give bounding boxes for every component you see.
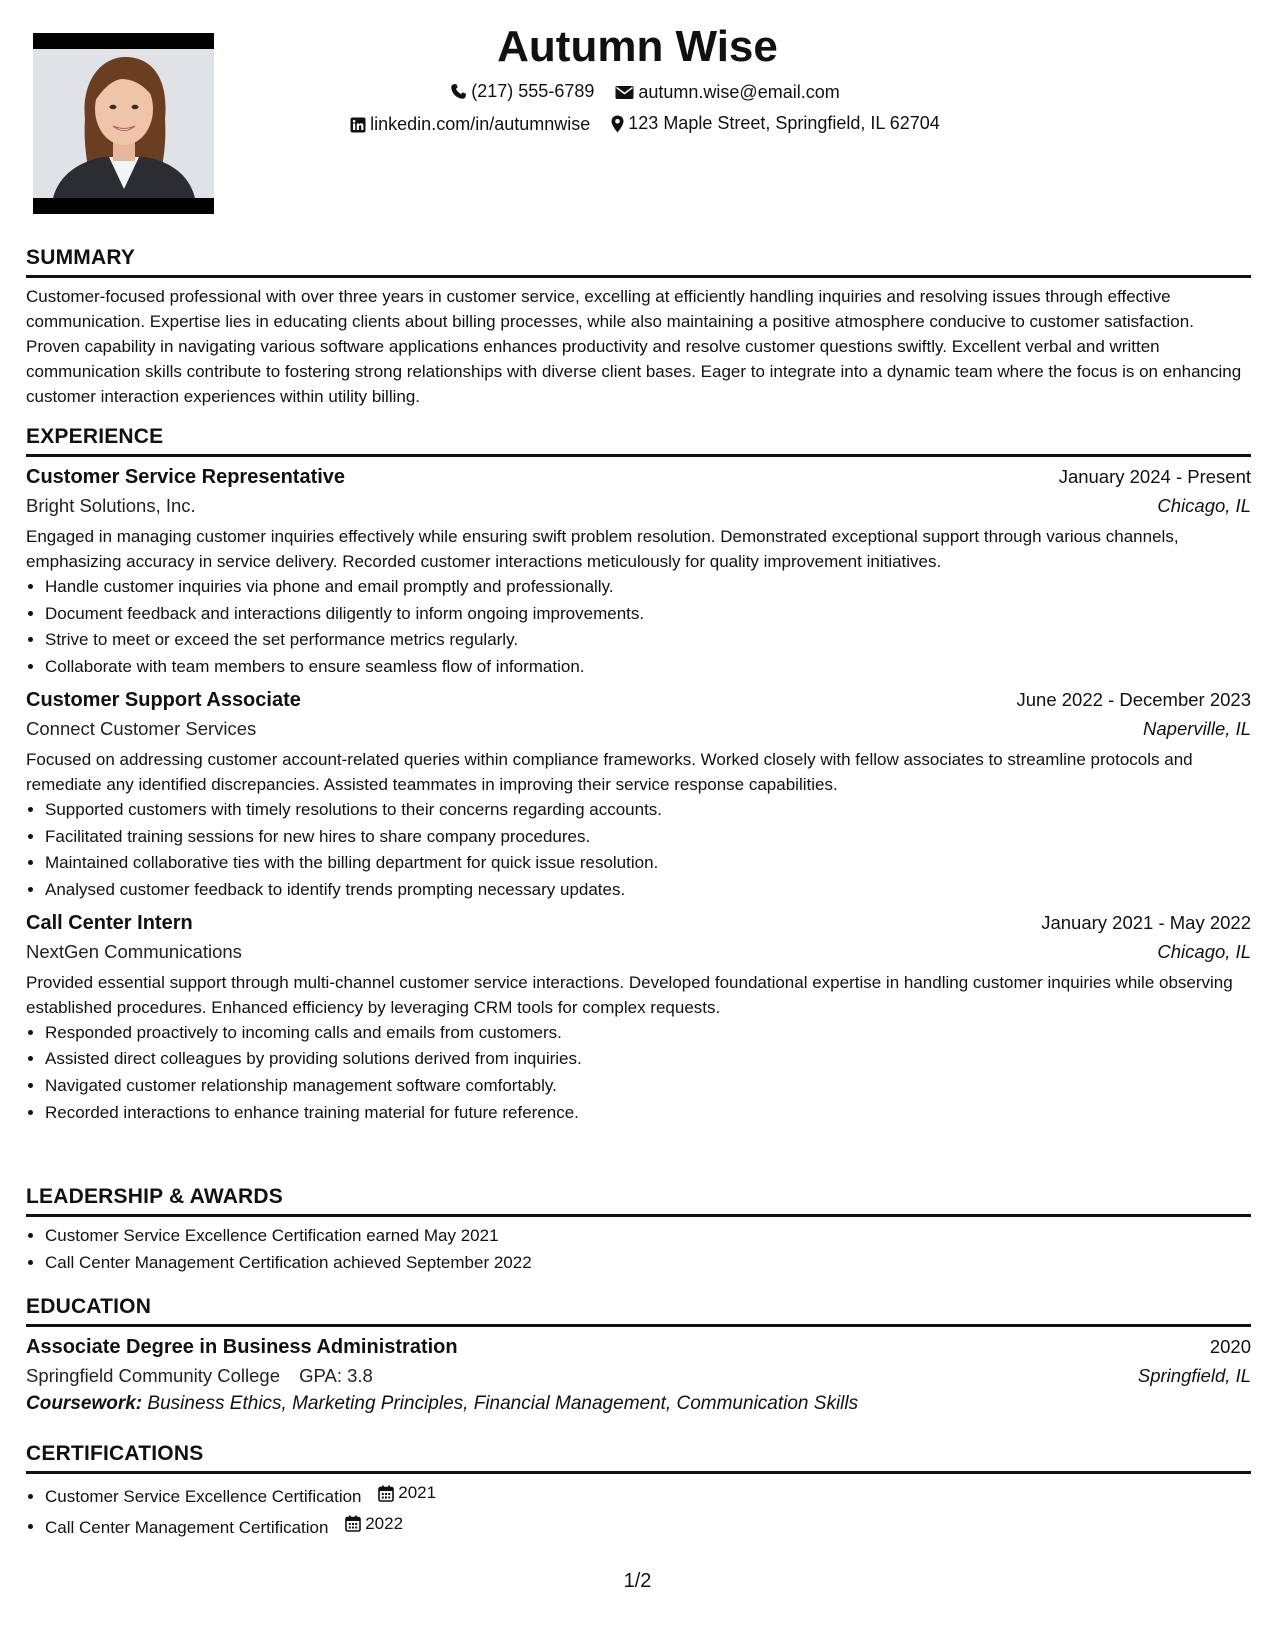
cert-year: 2022 (365, 1513, 404, 1533)
section-heading: EXPERIENCE (26, 425, 1251, 457)
candidate-name: Autumn Wise (497, 22, 778, 71)
list-item: • Handle customer inquiries via phone and email promptly and professionally. (45, 574, 1251, 601)
list-item (45, 1511, 1251, 1542)
calendar-icon (378, 1485, 394, 1502)
section-heading: LEADERSHIP & AWARDS (26, 1185, 1251, 1217)
linkedin-icon (350, 117, 366, 133)
email-text: autumn.wise@email.com (638, 82, 840, 102)
section-heading: CERTIFICATIONS (26, 1442, 1251, 1474)
education-section (26, 1295, 1251, 1415)
job-entry (26, 912, 1251, 1127)
experience-section (26, 425, 1251, 1126)
phone-icon (450, 83, 467, 100)
job-title: Customer Support Associate (26, 688, 301, 711)
address-contact (611, 113, 940, 134)
job-description: Engaged in managing customer inquiries effectively while ensuring swift problem resolution. Demonstrated exceptional support through various channels, emphasizing accuracy in service delivery. Recorded customer interactions meticulously for quality improvement initiatives. (26, 527, 1179, 571)
list-item: • Facilitated training sessions for new hires to share company procedures. (45, 824, 1251, 851)
cert-name: Call Center Management Certification (45, 1517, 329, 1537)
envelope-icon (615, 85, 634, 100)
phone-contact (450, 81, 594, 102)
list-item: • Maintained collaborative ties with the billing department for quick issue resolution. (45, 850, 1251, 877)
job-bullets (26, 1020, 1251, 1127)
list-item: • Navigated customer relationship management software comfortably. (45, 1073, 1251, 1100)
leadership-section (26, 1185, 1251, 1276)
school-name: Springfield Community College (26, 1365, 280, 1386)
degree-title: Associate Degree in Business Administration (26, 1336, 458, 1358)
calendar-icon (345, 1515, 361, 1532)
cert-name: Customer Service Excellence Certification (45, 1486, 362, 1506)
job-dates: June 2022 - December 2023 (1016, 688, 1251, 710)
cert-date (378, 1480, 436, 1507)
coursework-list: Business Ethics, Marketing Principles, Financial Management, Communication Skills (147, 1393, 859, 1414)
job-entry (26, 689, 1251, 904)
coursework-label: Coursework: (26, 1393, 143, 1414)
job-company: NextGen Communications (26, 940, 242, 962)
section-heading: EDUCATION (26, 1295, 1251, 1327)
list-item: • Recorded interactions to enhance training material for future reference. (45, 1100, 1251, 1127)
map-pin-icon (611, 115, 624, 133)
list-item: • Assisted direct colleagues by providing solutions derived from inquiries. (45, 1046, 1251, 1073)
job-entry (26, 466, 1251, 681)
job-dates: January 2021 - May 2022 (1041, 911, 1251, 933)
list-item: • Customer Service Excellence Certification earned May 2021 (45, 1223, 1251, 1250)
linkedin-contact[interactable] (350, 114, 590, 135)
job-location: Chicago, IL (1157, 940, 1251, 962)
list-item: • Document feedback and interactions diligently to inform ongoing improvements. (45, 601, 1251, 628)
job-company: Connect Customer Services (26, 717, 257, 739)
coursework (26, 1393, 1251, 1415)
phone-text: (217) 555-6789 (471, 81, 595, 101)
leadership-list (26, 1223, 1251, 1276)
linkedin-text: linkedin.com/in/autumnwise (370, 114, 591, 134)
job-location: Naperville, IL (1143, 717, 1251, 739)
page-number: 1/2 (623, 1570, 652, 1592)
job-location: Chicago, IL (1157, 495, 1251, 516)
job-bullets (26, 574, 1251, 681)
job-description: Provided essential support through multi-channel customer service interactions. Developed foundational expertise in handling customer inquiries while observing established procedures. Enhanced efficiency by leveraging CRM tools for complex requests. (26, 972, 1233, 1017)
contact-row-2 (0, 113, 1275, 138)
list-item (45, 1480, 1251, 1511)
cert-year: 2021 (398, 1483, 437, 1502)
list-item: • Supported customers with timely resolutions to their concerns regarding accounts. (45, 797, 1251, 824)
list-item: • Call Center Management Certification achieved September 2022 (45, 1250, 1251, 1277)
contact-row-1 (0, 81, 1275, 105)
list-item: • Collaborate with team members to ensure seamless flow of information. (45, 654, 1251, 681)
job-bullets (26, 797, 1251, 904)
graduation-year: 2020 (1209, 1336, 1251, 1357)
certifications-list (26, 1480, 1251, 1541)
cert-date (345, 1511, 403, 1538)
certifications-section (26, 1442, 1251, 1541)
job-title: Call Center Intern (26, 911, 193, 934)
summary-section (26, 246, 1251, 409)
section-heading: SUMMARY (26, 246, 1251, 278)
gpa: GPA: 3.8 (299, 1365, 373, 1386)
job-title: Customer Service Representative (26, 466, 346, 488)
school-location: Springfield, IL (1137, 1365, 1251, 1386)
list-item: • Responded proactively to incoming calls and emails from customers. (45, 1020, 1251, 1047)
list-item: • Analysed customer feedback to identify trends prompting necessary updates. (45, 877, 1251, 904)
job-description: Focused on addressing customer account-related queries within compliance frameworks. Worked closely with fellow associates to streamline protocols and remediate any identified discrepancies. Assisted teammates in improving their service response capabilities. (26, 749, 1193, 794)
job-company: Bright Solutions, Inc. (26, 495, 196, 516)
email-contact[interactable] (615, 82, 839, 103)
list-item: • Strive to meet or exceed the set performance metrics regularly. (45, 627, 1251, 654)
summary-text: Customer-focused professional with over three years in customer service, excelling at efficiently handling inquiries and resolving issues through effective communication. Expertise lies in educating clients about billing processes, while also maintaining a positive atmosphere conducive to customer satisfaction. Proven capability in navigating various software applications enhances productivity and resolve customer questions swiftly. Excellent verbal and written communication skills contribute to fostering strong relationships with diverse client bases. Eager to integrate into a dynamic team where the focus is on enhancing customer interaction experiences within utility billing. (26, 287, 1242, 406)
job-dates: January 2024 - Present (1058, 466, 1251, 487)
address-text: 123 Maple Street, Springfield, IL 62704 (628, 113, 940, 133)
school-info (26, 1365, 373, 1387)
